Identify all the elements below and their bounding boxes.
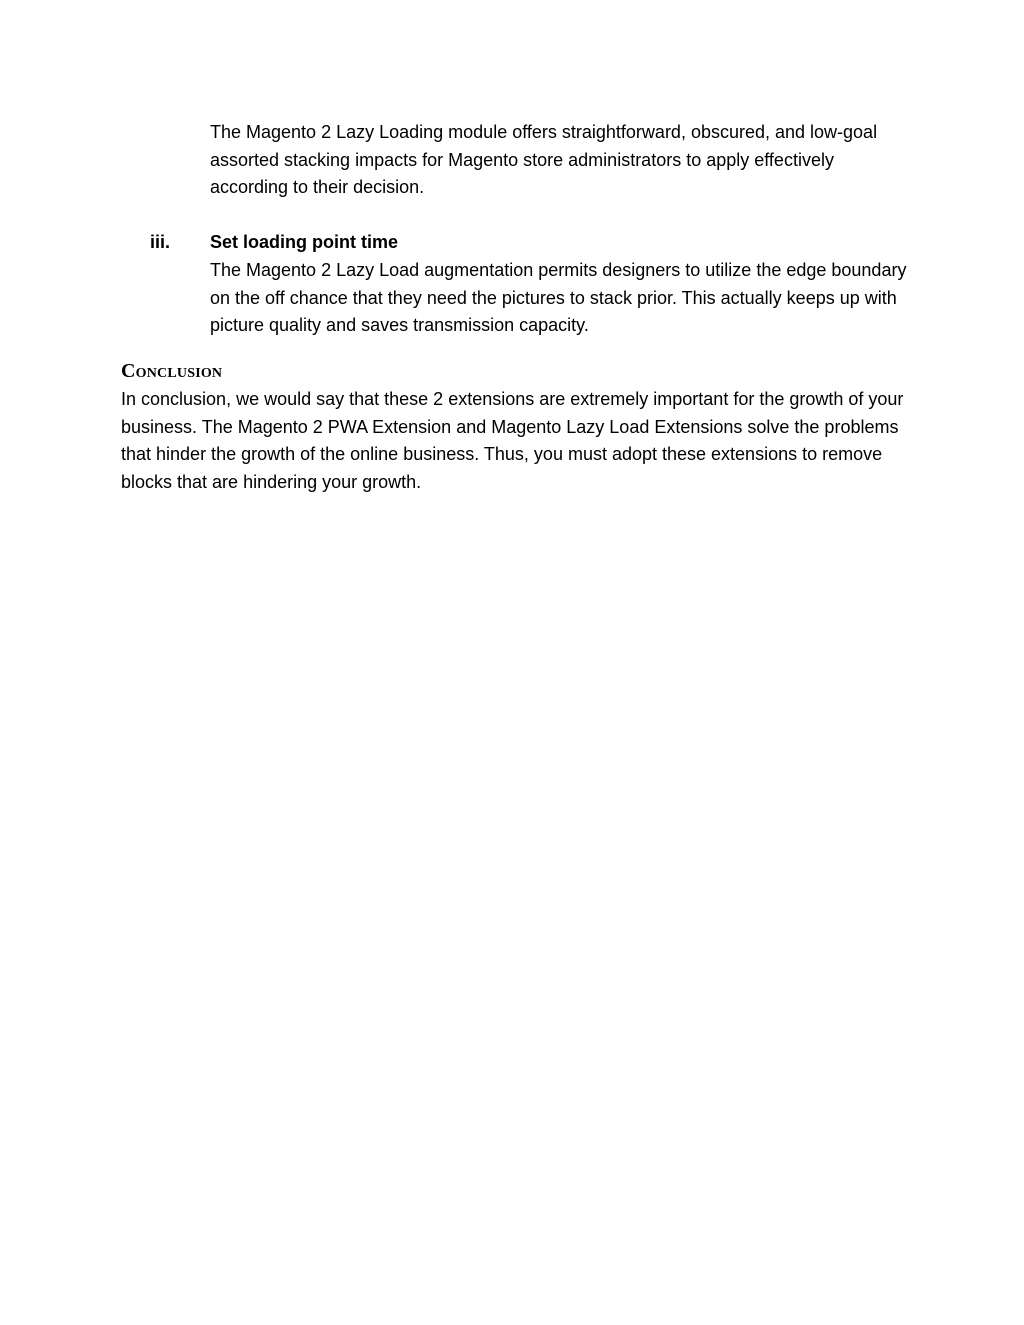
list-item-body: The Magento 2 Lazy Load augmentation permits designers to utilize the edge boundary on the off chance that they need the pictures to stack prior. This actually keeps up with picture quality and saves transmission capacity. bbox=[210, 260, 907, 336]
intro-paragraph: The Magento 2 Lazy Loading module offers straightforward, obscured, and low-goal assorted stacking impacts for Magento store administrators to apply effectively according to their decision. bbox=[210, 122, 878, 198]
list-item-number: iii. bbox=[150, 232, 171, 252]
conclusion-paragraph: In conclusion, we would say that these 2 extensions are extremely important for the growth of your business. The Magento 2 PWA Extension and Magento Lazy Load Extensions solve the problems that hinder the growth of the online business. Thus, you must adopt these extensions to remove blocks that are hindering your growth. bbox=[121, 389, 904, 493]
list-item-heading: Set loading point time bbox=[210, 232, 398, 252]
conclusion-heading: Conclusion bbox=[121, 360, 223, 382]
